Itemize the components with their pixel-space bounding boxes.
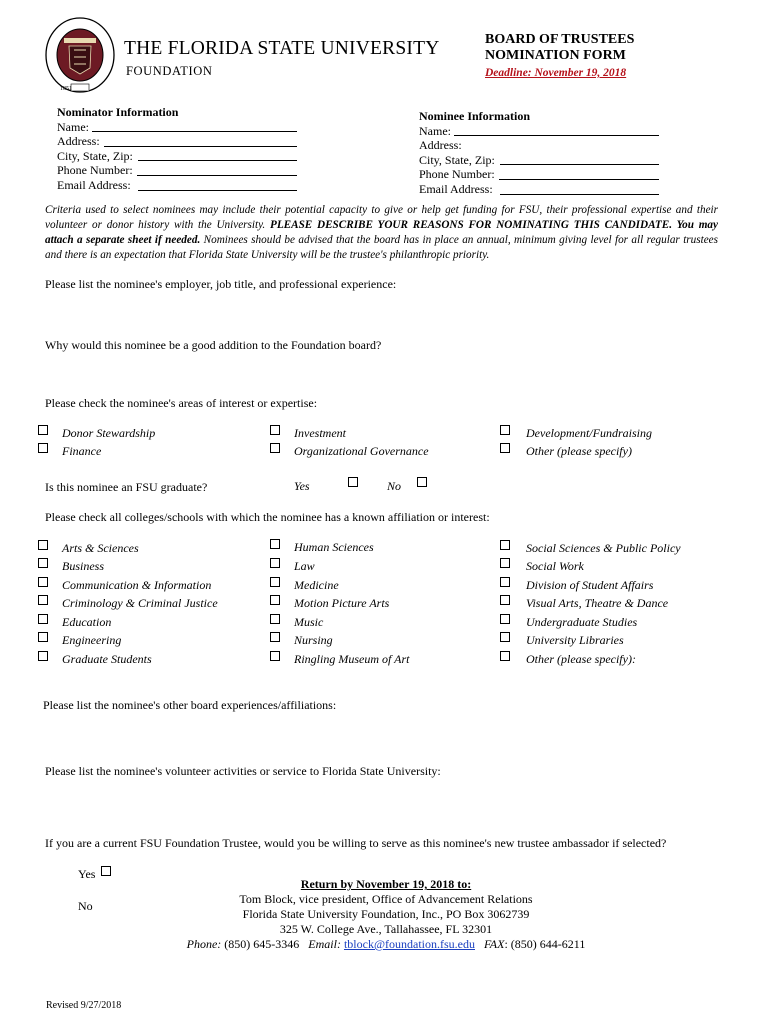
checkbox-motion-picture-arts[interactable] — [270, 595, 280, 605]
nominator-city-field[interactable]: City, State, Zip: — [57, 149, 302, 164]
checkbox-arts-sciences[interactable] — [38, 540, 48, 550]
nominee-city-field[interactable]: City, State, Zip: — [419, 153, 664, 168]
checkbox-social-sciences[interactable] — [500, 540, 510, 550]
option-social-sciences: Social Sciences & Public Policy — [526, 541, 681, 555]
option-ringling-museum: Ringling Museum of Art — [294, 652, 410, 666]
option-other-college: Other (please specify): — [526, 652, 636, 666]
email-link[interactable]: tblock@foundation.fsu.edu — [343, 937, 475, 951]
ambassador-question: If you are a current FSU Foundation Trustee, would you be willing to serve as this nominee's new trustee ambassador if selected? — [45, 836, 667, 850]
checkbox-university-libraries[interactable] — [500, 632, 510, 642]
checkbox-undergraduate-studies[interactable] — [500, 614, 510, 624]
checkbox-nursing[interactable] — [270, 632, 280, 642]
option-organizational-governance: Organizational Governance — [294, 444, 429, 458]
option-human-sciences: Human Sciences — [294, 540, 374, 554]
option-nursing: Nursing — [294, 633, 333, 647]
checkbox-medicine[interactable] — [270, 577, 280, 587]
revised-date: Revised 9/27/2018 — [46, 1000, 122, 1011]
option-development-fundraising: Development/Fundraising — [526, 426, 652, 440]
checkbox-communication[interactable] — [38, 577, 48, 587]
option-graduate-students: Graduate Students — [62, 652, 152, 666]
option-other-area: Other (please specify) — [526, 444, 632, 458]
checkbox-graduate-students[interactable] — [38, 651, 48, 661]
option-social-work: Social Work — [526, 559, 584, 573]
option-education: Education — [62, 615, 112, 629]
checkbox-investment[interactable] — [270, 425, 280, 435]
option-arts-sciences: Arts & Sciences — [62, 541, 139, 555]
criteria-paragraph: Criteria used to select nominees may include their potential capacity to give or help get funding for FSU, their professional expertise and their volunteer or donor history with the University. PLEASE DESCRIBE YOUR REASONS FOR NOMINATING THIS CANDIDATE. You may attach a separate sheet if needed. Nominees should be advised that the board has in place an annual, minimum giving level for all regular trustees and there is an expectation that Florida State University will be the trustee's philanthropic priority. — [45, 204, 718, 261]
nominator-email-field[interactable]: Email Address: — [57, 178, 302, 193]
option-finance: Finance — [62, 444, 102, 458]
checkbox-law[interactable] — [270, 558, 280, 568]
other-boards-question: Please list the nominee's other board experiences/affiliations: — [43, 698, 337, 712]
option-music: Music — [294, 615, 324, 629]
nominator-address-field[interactable]: Address: — [57, 134, 302, 149]
option-medicine: Medicine — [294, 578, 339, 592]
checkbox-visual-arts[interactable] — [500, 595, 510, 605]
checkbox-business[interactable] — [38, 558, 48, 568]
org-subtitle: FOUNDATION — [126, 64, 213, 78]
checkbox-donor-stewardship[interactable] — [38, 425, 48, 435]
option-student-affairs: Division of Student Affairs — [526, 578, 654, 592]
nominee-phone-field[interactable]: Phone Number: — [419, 167, 664, 182]
nominee-address-field[interactable]: Address: — [419, 138, 462, 153]
graduate-question: Is this nominee an FSU graduate? — [45, 480, 208, 494]
checkbox-education[interactable] — [38, 614, 48, 624]
checkbox-criminology[interactable] — [38, 595, 48, 605]
checkbox-ringling-museum[interactable] — [270, 651, 280, 661]
deadline: Deadline: November 19, 2018 — [485, 67, 627, 79]
return-line-3: 325 W. College Ave., Tallahassee, FL 32301 — [279, 922, 493, 936]
good-addition-question: Why would this nominee be a good addition to the Foundation board? — [45, 338, 382, 352]
option-engineering: Engineering — [62, 633, 122, 647]
checkbox-graduate-yes[interactable] — [348, 477, 358, 487]
option-motion-picture-arts: Motion Picture Arts — [294, 596, 390, 610]
checkbox-music[interactable] — [270, 614, 280, 624]
checkbox-graduate-no[interactable] — [417, 477, 427, 487]
option-business: Business — [62, 559, 104, 573]
option-university-libraries: University Libraries — [526, 633, 624, 647]
graduate-no-label: No — [387, 479, 402, 493]
nominee-email-field[interactable]: Email Address: — [419, 182, 664, 197]
employer-question: Please list the nominee's employer, job title, and professional experience: — [45, 277, 397, 291]
seal-year: 1851 — [60, 86, 72, 92]
checkbox-organizational-governance[interactable] — [270, 443, 280, 453]
colleges-question: Please check all colleges/schools with which the nominee has a known affiliation or interest: — [45, 510, 490, 524]
nominator-phone-field[interactable]: Phone Number: — [57, 163, 302, 178]
areas-question: Please check the nominee's areas of interest or expertise: — [45, 396, 318, 410]
nominee-heading: Nominee Information — [419, 109, 530, 123]
option-investment: Investment — [294, 426, 346, 440]
return-info — [170, 877, 602, 952]
nominee-section — [419, 109, 664, 197]
option-communication: Communication & Information — [62, 578, 212, 592]
nominee-name-field[interactable]: Name: — [419, 124, 664, 139]
form-title: BOARD OF TRUSTEES NOMINATION FORM — [485, 32, 635, 63]
volunteer-question: Please list the nominee's volunteer activities or service to Florida State University: — [45, 764, 441, 778]
nominator-section — [57, 105, 302, 193]
return-heading: Return by November 19, 2018 to: — [300, 877, 472, 891]
ambassador-no-label: No — [78, 899, 93, 913]
org-name: THE FLORIDA STATE UNIVERSITY — [124, 38, 440, 59]
checkbox-finance[interactable] — [38, 443, 48, 453]
checkbox-ambassador-yes[interactable] — [101, 866, 111, 876]
nominator-name-field[interactable]: Name: — [57, 120, 302, 135]
return-contact-line: Phone: (850) 645-3346 Email: tblock@foundation.fsu.edu FAX: (850) 644-6211 — [186, 937, 586, 951]
option-undergraduate-studies: Undergraduate Studies — [526, 615, 638, 629]
option-criminology: Criminology & Criminal Justice — [62, 596, 218, 610]
ambassador-yes-label: Yes — [78, 867, 96, 881]
option-law: Law — [294, 559, 315, 573]
graduate-yes-label: Yes — [294, 479, 310, 493]
option-visual-arts: Visual Arts, Theatre & Dance — [526, 596, 669, 610]
return-line-2: Florida State University Foundation, Inc., PO Box 3062739 — [242, 907, 530, 921]
checkbox-other-area[interactable] — [500, 443, 510, 453]
checkbox-development-fundraising[interactable] — [500, 425, 510, 435]
nominator-heading: Nominator Information — [57, 105, 179, 119]
checkbox-student-affairs[interactable] — [500, 577, 510, 587]
checkbox-other-college[interactable] — [500, 651, 510, 661]
checkbox-engineering[interactable] — [38, 632, 48, 642]
return-line-1: Tom Block, vice president, Office of Advancement Relations — [239, 892, 533, 906]
fsu-seal-logo — [44, 16, 116, 94]
checkbox-social-work[interactable] — [500, 558, 510, 568]
checkbox-human-sciences[interactable] — [270, 539, 280, 549]
option-donor-stewardship: Donor Stewardship — [62, 426, 156, 440]
